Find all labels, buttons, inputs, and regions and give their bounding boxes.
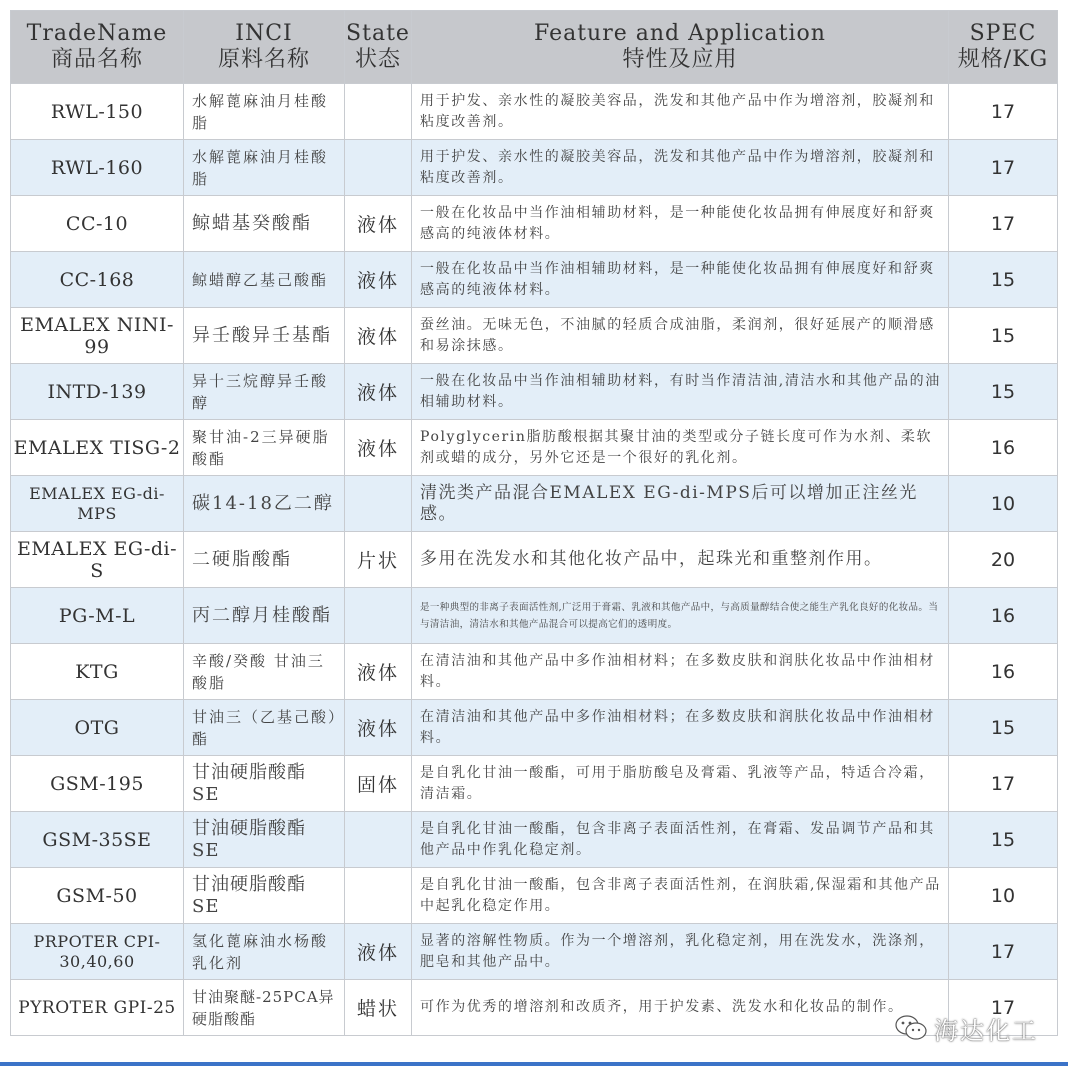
- cell-inci: 丙二醇月桂酸酯: [184, 588, 345, 644]
- table-row: [11, 588, 1058, 644]
- cell-feature: 可作为优秀的增溶剂和改质齐，用于护发素、洗发水和化妆品的制作。: [412, 980, 949, 1036]
- cell-state: 片状: [345, 532, 412, 588]
- cell-spec: 16: [949, 644, 1058, 700]
- cell-tradename: RWL-150: [11, 84, 184, 140]
- cell-spec: 17: [949, 140, 1058, 196]
- cell-feature: 用于护发、亲水性的凝胶美容品，洗发和其他产品中作为增溶剂，胶凝剂和粘度改善剂。: [412, 84, 949, 140]
- cell-spec: 15: [949, 812, 1058, 868]
- cell-spec: 15: [949, 700, 1058, 756]
- table-header-row: [11, 11, 1058, 84]
- table-row: [11, 196, 1058, 252]
- cell-state: [345, 140, 412, 196]
- cell-state: [345, 812, 412, 868]
- cell-spec: 17: [949, 196, 1058, 252]
- cell-inci: 异十三烷醇异壬酸醇: [184, 364, 345, 420]
- cell-feature: Polyglycerin脂肪酸根据其聚甘油的类型或分子链长度可作为水剂、柔软剂或蜡的成分，另外它还是一个很好的乳化剂。: [412, 420, 949, 476]
- cell-inci: 甘油硬脂酸酯 SE: [184, 756, 345, 812]
- cell-inci: 甘油聚醚-25PCA异硬脂酸酯: [184, 980, 345, 1036]
- cell-feature: 用于护发、亲水性的凝胶美容品，洗发和其他产品中作为增溶剂，胶凝剂和粘度改善剂。: [412, 140, 949, 196]
- cell-tradename: EMALEX NINI-99: [11, 308, 184, 364]
- cell-feature: 一般在化妆品中当作油相辅助材料，是一种能使化妆品拥有伸展度好和舒爽感高的纯液体材料。: [412, 196, 949, 252]
- header-tradename: [11, 11, 184, 84]
- table-row: [11, 980, 1058, 1036]
- cell-state: [345, 84, 412, 140]
- cell-tradename: GSM-195: [11, 756, 184, 812]
- cell-state: 液体: [345, 644, 412, 700]
- cell-state: 液体: [345, 700, 412, 756]
- header-tradename-en: TradeName: [26, 21, 168, 46]
- cell-state: [345, 868, 412, 924]
- cell-tradename: GSM-35SE: [11, 812, 184, 868]
- product-table-wrapper: [10, 10, 1057, 1036]
- cell-spec: 10: [949, 868, 1058, 924]
- cell-tradename: EMALEX EG-di-S: [11, 532, 184, 588]
- table-row: [11, 308, 1058, 364]
- table-row: [11, 812, 1058, 868]
- table-row: [11, 700, 1058, 756]
- cell-tradename: PYROTER GPI-25: [11, 980, 184, 1036]
- table-row: [11, 420, 1058, 476]
- cell-state: 液体: [345, 196, 412, 252]
- header-inci: [184, 11, 345, 84]
- cell-state: [345, 588, 412, 644]
- table-row: [11, 140, 1058, 196]
- cell-spec: 17: [949, 924, 1058, 980]
- cell-inci: 氢化蓖麻油水杨酸乳化剂: [184, 924, 345, 980]
- cell-state: 液体: [345, 308, 412, 364]
- cell-feature: 在清洁油和其他产品中多作油相材料；在多数皮肤和润肤化妆品中作油相材料。: [412, 644, 949, 700]
- header-inci-cn: 原料名称: [217, 47, 310, 72]
- cell-spec: 15: [949, 252, 1058, 308]
- cell-spec: 16: [949, 588, 1058, 644]
- cell-spec: 17: [949, 756, 1058, 812]
- cell-tradename: CC-168: [11, 252, 184, 308]
- cell-feature: 是一种典型的非离子表面活性剂,广泛用于膏霜、乳液和其他产品中，与高质量醇结合使之能生产乳化良好的化妆品。当与清洁油，清洁水和其他产品混合可以提高它们的透明度。: [412, 588, 949, 644]
- cell-spec: 20: [949, 532, 1058, 588]
- cell-inci: 水解蓖麻油月桂酸脂: [184, 84, 345, 140]
- cell-state: 液体: [345, 420, 412, 476]
- cell-state: 蜡状: [345, 980, 412, 1036]
- cell-inci: 水解蓖麻油月桂酸脂: [184, 140, 345, 196]
- cell-inci: 异壬酸异壬基酯: [184, 308, 345, 364]
- cell-tradename: PRPOTER CPI-30,40,60: [11, 924, 184, 980]
- table-row: [11, 868, 1058, 924]
- cell-inci: 甘油硬脂酸酯 SE: [184, 812, 345, 868]
- cell-feature: 清洗类产品混合EMALEX EG-di-MPS后可以增加正注丝光感。: [412, 476, 949, 532]
- header-spec-en: SPEC: [969, 21, 1037, 46]
- cell-spec: 15: [949, 308, 1058, 364]
- header-feature-cn: 特性及应用: [622, 47, 738, 72]
- cell-inci: 甘油硬脂酸酯 SE: [184, 868, 345, 924]
- cell-spec: 17: [949, 84, 1058, 140]
- table-row: [11, 364, 1058, 420]
- cell-tradename: PG-M-L: [11, 588, 184, 644]
- table-row: [11, 476, 1058, 532]
- cell-spec: 17: [949, 980, 1058, 1036]
- cell-inci: 鲸蜡基癸酸酯: [184, 196, 345, 252]
- table-row: [11, 84, 1058, 140]
- cell-feature: 是自乳化甘油一酸酯，可用于脂肪酸皂及膏霜、乳液等产品，特适合冷霜，清洁霜。: [412, 756, 949, 812]
- cell-tradename: KTG: [11, 644, 184, 700]
- header-spec-cn: 规格/KG: [957, 47, 1049, 72]
- product-table: [10, 10, 1058, 1036]
- cell-inci: 聚甘油-2三异硬脂酸酯: [184, 420, 345, 476]
- table-row: [11, 756, 1058, 812]
- cell-feature: 显著的溶解性物质。作为一个增溶剂，乳化稳定剂，用在洗发水，洗涤剂，肥皂和其他产品中。: [412, 924, 949, 980]
- cell-feature: 在清洁油和其他产品中多作油相材料；在多数皮肤和润肤化妆品中作油相材料。: [412, 700, 949, 756]
- table-row: [11, 924, 1058, 980]
- cell-state: 固体: [345, 756, 412, 812]
- header-state-cn: 状态: [354, 47, 401, 72]
- cell-state: 液体: [345, 924, 412, 980]
- cell-spec: 15: [949, 364, 1058, 420]
- cell-tradename: OTG: [11, 700, 184, 756]
- watermark-text: 海达化工: [934, 1016, 1038, 1045]
- cell-tradename: GSM-50: [11, 868, 184, 924]
- cell-feature: 是自乳化甘油一酸酯，包含非离子表面活性剂，在膏霜、发品调节产品和其他产品中作乳化稳定剂。: [412, 812, 949, 868]
- header-state-en: State: [346, 21, 410, 46]
- header-spec: [949, 11, 1058, 84]
- cell-feature: 一般在化妆品中当作油相辅助材料，有时当作清洁油,清洁水和其他产品的油相辅助材料。: [412, 364, 949, 420]
- cell-tradename: EMALEX EG-di-MPS: [11, 476, 184, 532]
- cell-spec: 16: [949, 420, 1058, 476]
- cell-feature: 一般在化妆品中当作油相辅助材料，是一种能使化妆品拥有伸展度好和舒爽感高的纯液体材料。: [412, 252, 949, 308]
- cell-tradename: EMALEX TISG-2: [11, 420, 184, 476]
- cell-state: 液体: [345, 364, 412, 420]
- cell-tradename: CC-10: [11, 196, 184, 252]
- cell-spec: 10: [949, 476, 1058, 532]
- cell-inci: 二硬脂酸酯: [184, 532, 345, 588]
- cell-inci: 鲸蜡醇乙基己酸酯: [184, 252, 345, 308]
- cell-feature: 多用在洗发水和其他化妆产品中，起珠光和重整剂作用。: [412, 532, 949, 588]
- header-state: [345, 11, 412, 84]
- cell-feature: 是自乳化甘油一酸酯，包含非离子表面活性剂，在润肤霜,保湿霜和其他产品中起乳化稳定作用。: [412, 868, 949, 924]
- cell-tradename: RWL-160: [11, 140, 184, 196]
- cell-tradename: INTD-139: [11, 364, 184, 420]
- cell-inci: 辛酸/癸酸 甘油三酸脂: [184, 644, 345, 700]
- table-row: [11, 644, 1058, 700]
- cell-state: 液体: [345, 252, 412, 308]
- table-row: [11, 532, 1058, 588]
- table-row: [11, 252, 1058, 308]
- header-feature-en: Feature and Application: [534, 21, 826, 46]
- cell-inci: 甘油三（乙基己酸）酯: [184, 700, 345, 756]
- bottom-divider: [0, 1062, 1068, 1066]
- cell-feature: 蚕丝油。无味无色，不油腻的轻质合成油脂，柔润剂，很好延展产的顺滑感和易涂抹感。: [412, 308, 949, 364]
- header-inci-en: INCI: [235, 21, 293, 46]
- cell-inci: 碳14-18乙二醇: [184, 476, 345, 532]
- cell-state: [345, 476, 412, 532]
- header-tradename-cn: 商品名称: [50, 47, 143, 72]
- header-feature: [412, 11, 949, 84]
